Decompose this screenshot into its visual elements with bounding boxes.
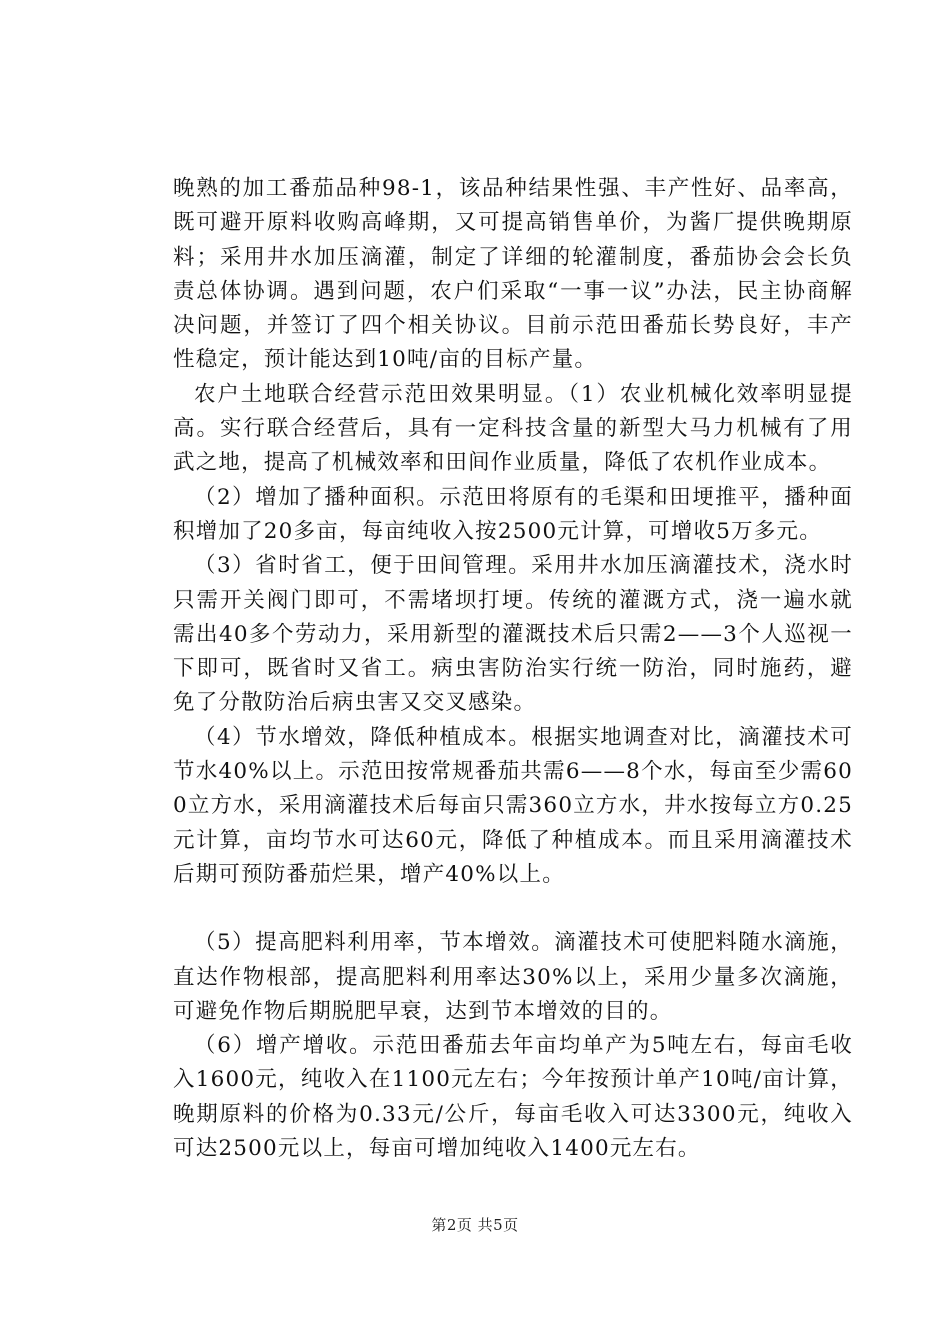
paragraph-variety-intro: 晚熟的加工番茄品种98-1，该品种结果性强、丰产性好、品率高，既可避开原料收购高峰期，又可提高销售单价，为酱厂提供晚期原料；采用井水加压滴灌，制定了详细的轮灌制度，番茄协会会长负责总体协调。遇到问题，农户们采取“一事一议”办法，民主协商解决问题，并签订了四个相关协议。目前示范田番茄长势良好，丰产性稳定，预计能达到10吨/亩的目标产量。 bbox=[173, 176, 853, 373]
paragraph-joint-operation: 农户土地联合经营示范田效果明显。（1）农业机械化效率明显提高。实行联合经营后，具有一定科技含量的新型大马力机械有了用武之地，提高了机械效率和田间作业质量，降低了农机作业成本。 bbox=[173, 381, 853, 476]
paragraph-point-4: （4）节水增效，降低种植成本。根据实地调查对比，滴灌技术可节水40%以上。示范田按常规番茄共需6——8个水，每亩至少需600立方水，采用滴灌技术后每亩只需360立方水，井水按每立方0.25元计算，亩均节水可达60元，降低了种植成本。而且采用滴灌技术后期可预防番茄烂果，增产40%以上。 bbox=[173, 724, 853, 887]
paragraph-point-2: （2）增加了播种面积。示范田将原有的毛渠和田埂推平，播种面积增加了20多亩，每亩纯收入按2500元计算，可增收5万多元。 bbox=[173, 484, 853, 544]
paragraph-point-6: （6）增产增收。示范田番茄去年亩均单产为5吨左右，每亩毛收入1600元，纯收入在1100元左右；今年按预计单产10吨/亩计算，晚期原料的价格为0.33元/公斤，每亩毛收入可达3300元，纯收入可达2500元以上，每亩可增加纯收入1400元左右。 bbox=[173, 1033, 853, 1162]
paragraph-point-3: （3）省时省工，便于田间管理。采用井水加压滴灌技术，浇水时只需开关阀门即可，不需堵坝打埂。传统的灌溉方式，浇一遍水就需出40多个劳动力，采用新型的灌溉技术后只需2——3个人巡视一下即可，既省时又省工。病虫害防治实行统一防治，同时施药，避免了分散防治后病虫害又交叉感染。 bbox=[173, 553, 853, 716]
paragraph-point-5: （5）提高肥料利用率，节本增效。滴灌技术可使肥料随水滴施，直达作物根部，提高肥料利用率达30%以上，采用少量多次滴施，可避免作物后期脱肥早衰，达到节本增效的目的。 bbox=[173, 930, 853, 1024]
document-body bbox=[173, 172, 853, 1166]
page-number-footer: 第2页 共5页 bbox=[431, 1216, 519, 1234]
